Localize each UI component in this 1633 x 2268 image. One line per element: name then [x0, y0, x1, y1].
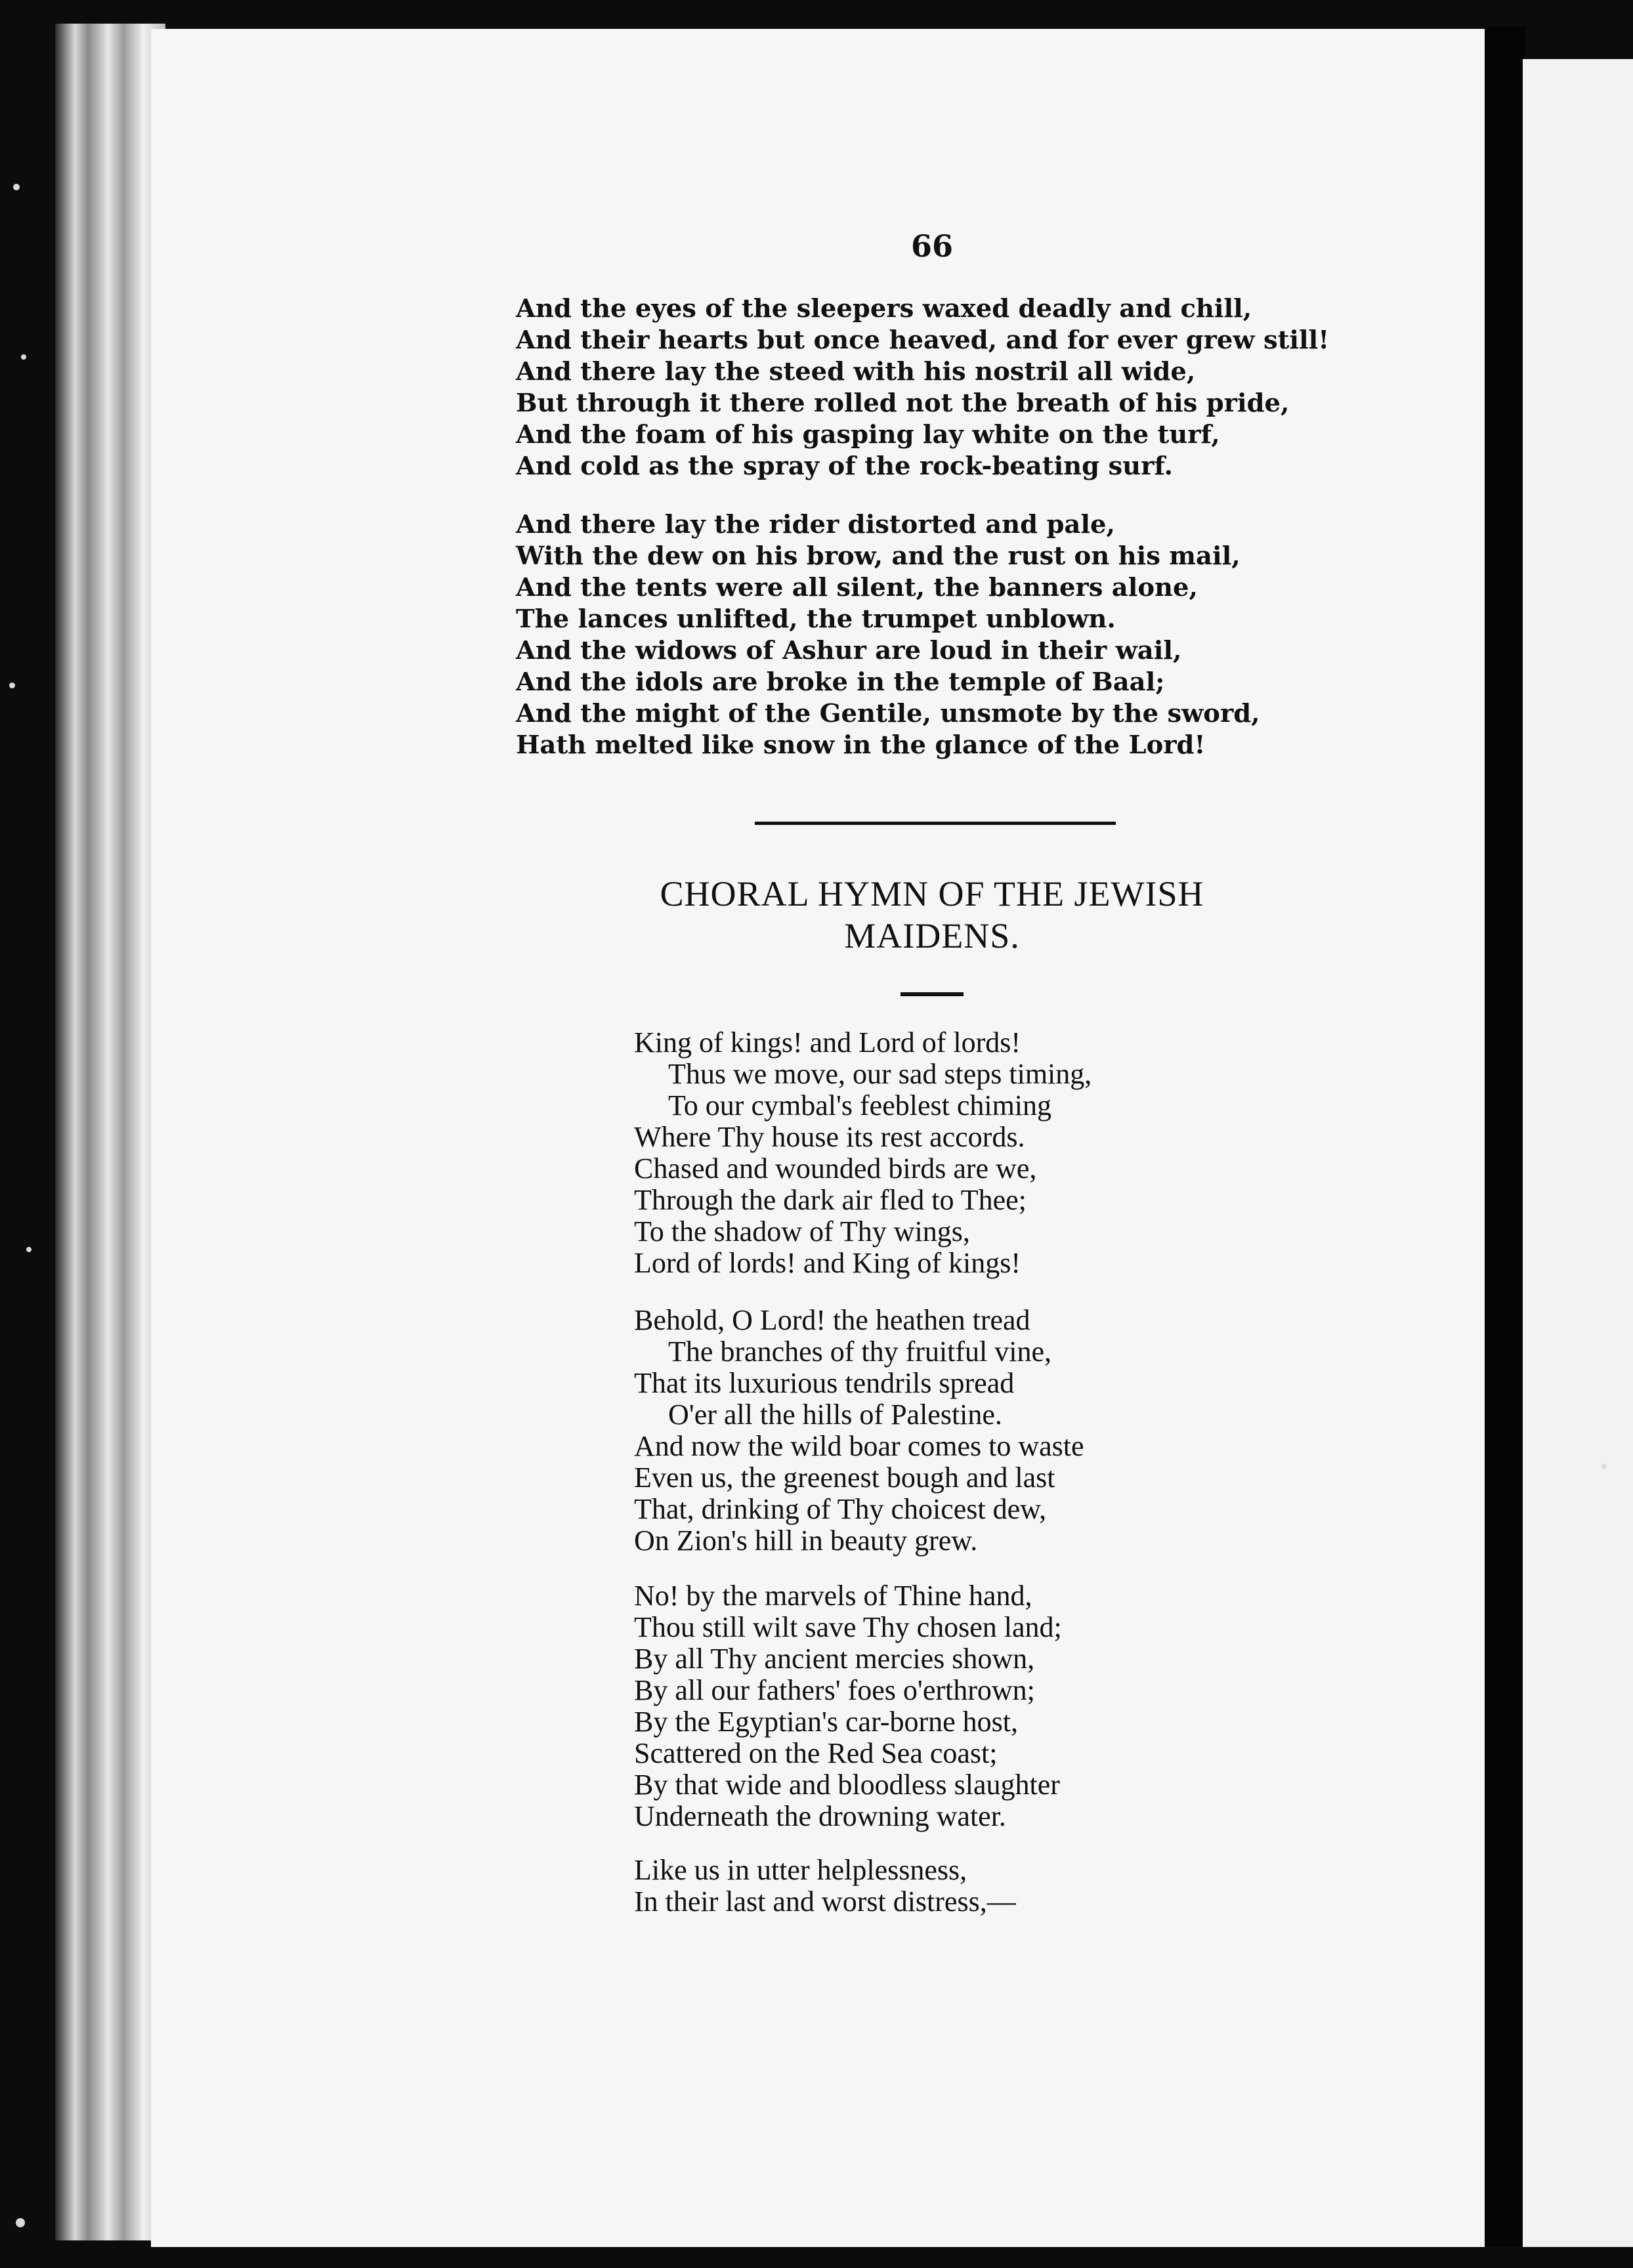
verse-line: And there lay the steed with his nostril all wide,	[516, 357, 1196, 387]
verse-line: By the Egyptian's car-borne host,	[634, 1706, 1019, 1738]
verse-line: Through the dark air fled to Thee;	[634, 1184, 1027, 1216]
verse-line: By all our fathers' foes o'erthrown;	[634, 1674, 1035, 1706]
poem-stanza-2	[516, 509, 1260, 761]
scan-speck	[16, 2218, 25, 2227]
verse-line: To the shadow of Thy wings,	[634, 1215, 970, 1248]
verse-line: By all Thy ancient mercies shown,	[634, 1643, 1035, 1675]
hymn-stanza-1	[634, 1027, 1092, 1279]
verse-line: Chased and wounded birds are we,	[634, 1152, 1037, 1185]
verse-line: But through it there rolled not the breath of his pride,	[516, 388, 1290, 418]
book-page-edges	[55, 24, 165, 2240]
verse-line: Hath melted like snow in the glance of the Lord!	[516, 730, 1206, 760]
verse-line: In their last and worst distress,—	[634, 1885, 1016, 1918]
hymn-stanza-2	[634, 1305, 1084, 1557]
verse-line: And now the wild boar comes to waste	[634, 1430, 1084, 1462]
verse-line: The branches of thy fruitful vine,	[668, 1335, 1052, 1368]
verse-line: And cold as the spray of the rock-beating surf.	[516, 452, 1173, 481]
hymn-stanza-3	[634, 1580, 1062, 1832]
page-number: 66	[910, 228, 953, 264]
verse-line: And their hearts but once heaved, and for ever grew still!	[516, 326, 1330, 355]
scan-speck	[9, 682, 15, 688]
gutter-shadow	[1485, 26, 1525, 2247]
verse-line: And the tents were all silent, the banners alone,	[516, 573, 1198, 602]
verse-line: O'er all the hills of Palestine.	[668, 1398, 1002, 1431]
verse-line: With the dew on his brow, and the rust on his mail,	[516, 541, 1241, 571]
verse-line: To our cymbal's feeblest chiming	[668, 1089, 1052, 1122]
scan-speck	[13, 184, 20, 190]
verse-line: Even us, the greenest bough and last	[634, 1461, 1055, 1494]
verse-line: By that wide and bloodless slaughter	[634, 1769, 1060, 1801]
verse-line: King of kings! and Lord of lords!	[634, 1026, 1021, 1059]
hymn-title-line-1: CHORAL HYMN OF THE JEWISH	[660, 874, 1204, 914]
verse-line: That, drinking of Thy choicest dew,	[634, 1493, 1047, 1525]
scan-speck	[26, 1247, 32, 1252]
verse-line: Behold, O Lord! the heathen tread	[634, 1304, 1030, 1336]
verse-line: And the might of the Gentile, unsmote by the sword,	[516, 699, 1260, 728]
verse-line: On Zion's hill in beauty grew.	[634, 1524, 978, 1557]
title-rule	[901, 992, 964, 996]
verse-line: No! by the marvels of Thine hand,	[634, 1580, 1032, 1612]
hymn-stanza-4	[634, 1855, 1016, 1918]
verse-line: Lord of lords! and King of kings!	[634, 1247, 1021, 1279]
hymn-title-line-2: MAIDENS.	[844, 916, 1020, 956]
verse-line: Scattered on the Red Sea coast;	[634, 1737, 998, 1769]
verse-line: And the eyes of the sleepers waxed deadly and chill,	[516, 294, 1252, 324]
scan-speck	[21, 354, 26, 360]
hymn-title	[578, 873, 1286, 957]
poem-stanza-1	[516, 293, 1329, 482]
verse-line: Thou still wilt save Thy chosen land;	[634, 1611, 1062, 1643]
verse-line: Where Thy house its rest accords.	[634, 1121, 1025, 1153]
verse-line: The lances unlifted, the trumpet unblown.	[516, 604, 1116, 634]
verse-line: Thus we move, our sad steps timing,	[668, 1058, 1092, 1090]
verse-line: And the foam of his gasping lay white on the turf,	[516, 420, 1220, 450]
verse-line: And the widows of Ashur are loud in their wail,	[516, 636, 1182, 665]
verse-line: And the idols are broke in the temple of Baal;	[516, 667, 1165, 697]
scan-speck	[1601, 1463, 1607, 1469]
verse-line: That its luxurious tendrils spread	[634, 1367, 1015, 1399]
verse-line: Like us in utter helplessness,	[634, 1854, 967, 1886]
facing-page-edge	[1523, 59, 1633, 2247]
verse-line: And there lay the rider distorted and pale,	[516, 510, 1115, 539]
section-divider	[755, 822, 1116, 825]
verse-line: Underneath the drowning water.	[634, 1800, 1006, 1832]
